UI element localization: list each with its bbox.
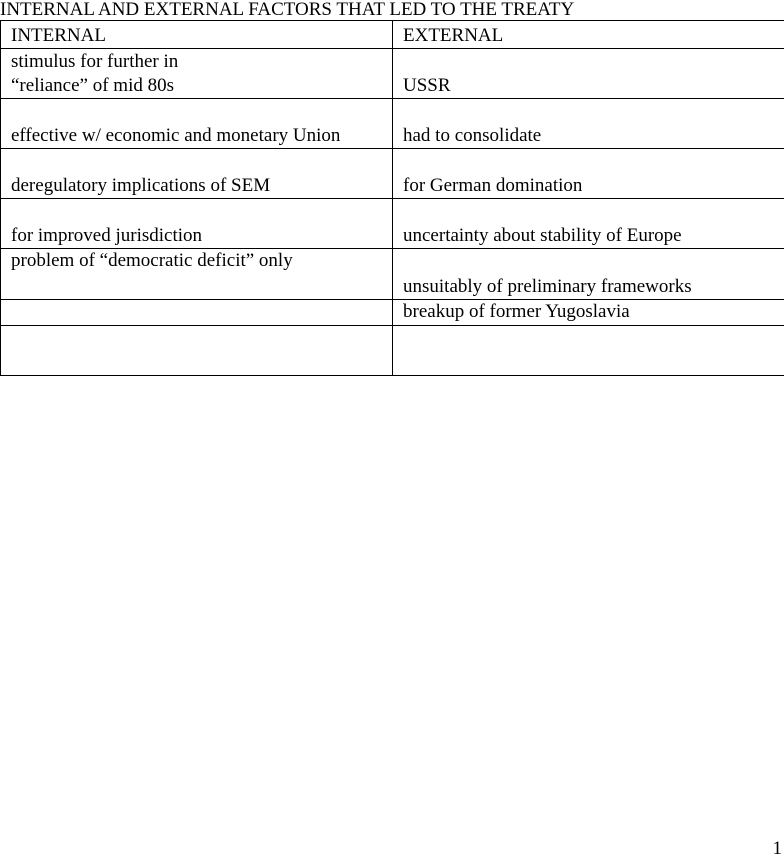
- internal-cell: [1, 249, 393, 300]
- header-external: EXTERNAL: [403, 21, 784, 48]
- internal-cell: [1, 326, 393, 376]
- external-line: unsuitably of preliminary frameworks: [403, 249, 784, 299]
- factors-table: [0, 20, 784, 376]
- header-internal: INTERNAL: [11, 21, 392, 48]
- external-line: uncertainty about stability of Europe: [403, 199, 784, 248]
- internal-cell: [1, 300, 393, 326]
- table-row: [1, 199, 784, 249]
- external-cell: [393, 249, 784, 300]
- table-row: [1, 49, 784, 99]
- header-cell-external: [393, 21, 784, 49]
- internal-line: deregulatory implications of SEM: [11, 149, 392, 198]
- external-cell: [393, 99, 784, 149]
- internal-cell: [1, 99, 393, 149]
- table-row: [1, 149, 784, 199]
- internal-line: for improved jurisdiction: [11, 199, 392, 248]
- internal-line: problem of “democratic deficit” only: [11, 249, 392, 273]
- external-cell: [393, 300, 784, 326]
- internal-cell: [1, 49, 393, 99]
- external-cell: [393, 49, 784, 99]
- table-row: [1, 99, 784, 149]
- table-row: [1, 249, 784, 300]
- external-line: for German domination: [403, 149, 784, 198]
- external-line: breakup of former Yugoslavia: [403, 300, 784, 324]
- internal-line: effective w/ economic and monetary Union: [11, 99, 392, 148]
- external-line: had to consolidate: [403, 99, 784, 148]
- external-cell: [393, 326, 784, 376]
- internal-cell: [1, 199, 393, 249]
- page-number: 1: [773, 839, 783, 859]
- internal-line: stimulus for further in: [11, 49, 392, 74]
- internal-cell: [1, 149, 393, 199]
- table-header-row: [1, 21, 784, 49]
- external-cell: [393, 149, 784, 199]
- external-cell: [393, 199, 784, 249]
- header-cell-internal: [1, 21, 393, 49]
- document-title: INTERNAL AND EXTERNAL FACTORS THAT LED TO THE TREATY: [0, 0, 784, 20]
- internal-line: “reliance” of mid 80s: [11, 74, 392, 98]
- table-row: [1, 300, 784, 326]
- table-row-empty: [1, 326, 784, 376]
- external-line: USSR: [403, 49, 784, 98]
